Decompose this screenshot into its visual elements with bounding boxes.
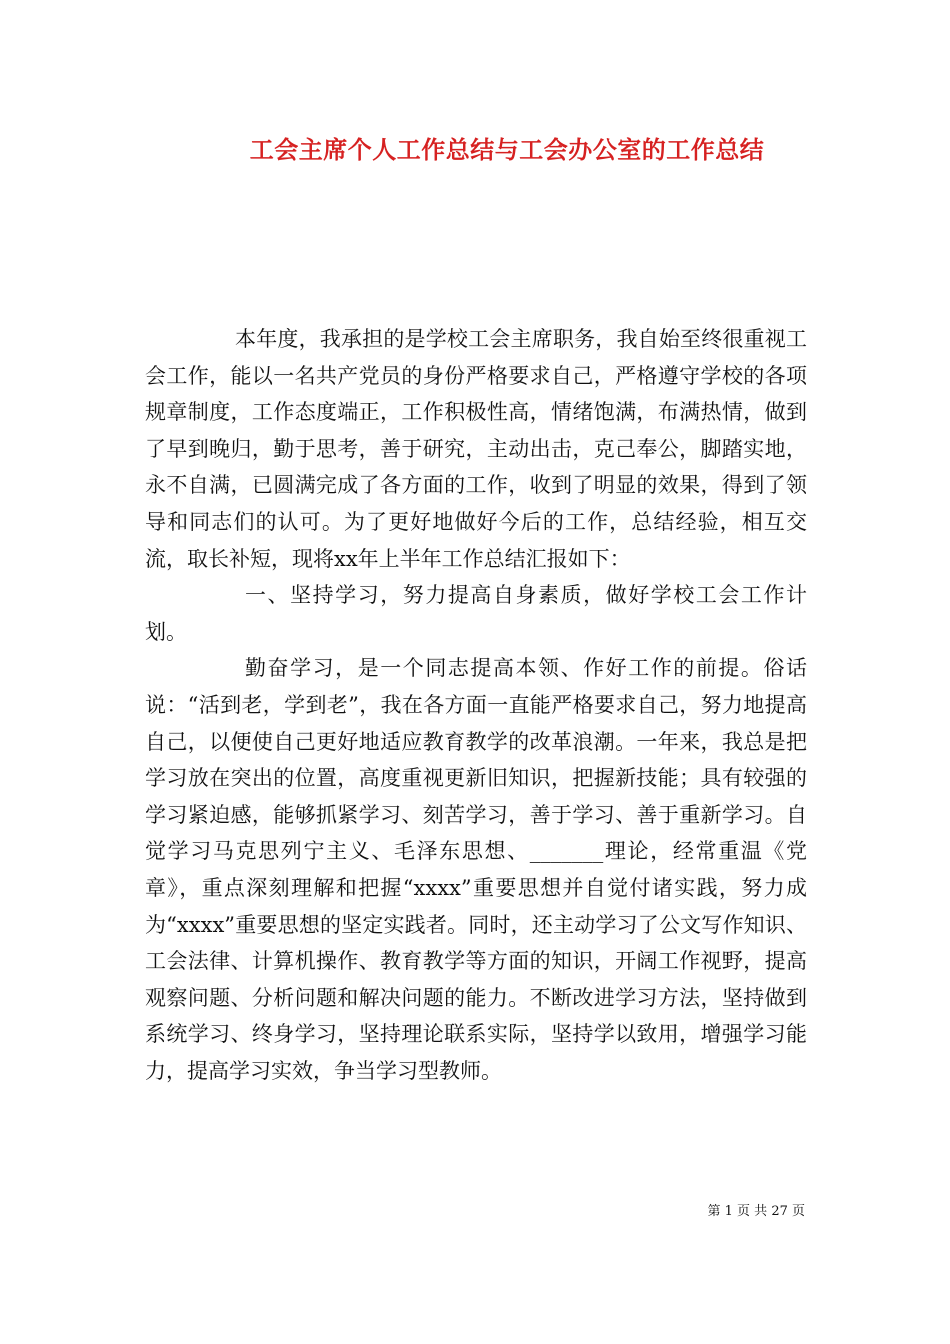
section-heading-1: 一、坚持学习，努力提高自身素质，做好学校工会工作计划。 xyxy=(145,583,807,644)
document-body xyxy=(145,321,807,1089)
document-title: 工会主席个人工作总结与工会办公室的工作总结 xyxy=(249,136,765,164)
paragraph-intro: 本年度，我承担的是学校工会主席职务，我自始至终很重视工会工作，能以一名共产党员的身份严格要求自己，严格遵守学校的各项规章制度，工作态度端正，工作积极性高，情绪饱满，布满热情，做到了早到晚归，勤于思考，善于研究，主动出击，克己奉公，脚踏实地，永不自满，已圆满完成了各方面的工作，收到了明显的效果，得到了领导和同志们的认可。为了更好地做好今后的工作，总结经验，相互交流，取长补短，现将xx年上半年工作总结汇报如下： xyxy=(145,327,807,571)
page-number-footer: 第 1 页 共 27 页 xyxy=(707,1204,805,1219)
paragraph-learning: 勤奋学习，是一个同志提高本领、作好工作的前提。俗话说：“活到老，学到老”，我在各方面一直能严格要求自己，努力地提高自己，以便使自己更好地适应教育教学的改革浪潮。一年来，我总是把学习放在突出的位置，高度重视更新旧知识，把握新技能；具有较强的学习紧迫感，能够抓紧学习、刻苦学习，善于学习、善于重新学习。自觉学习马克思列宁主义、毛泽东思想、_______理论，经常重温《党章》，重点深刻理解和把握“xxxx”重要思想并自觉付诸实践，努力成为“xxxx”重要思想的坚定实践者。同时，还主动学习了公文写作知识、工会法律、计算机操作、教育教学等方面的知识，开阔工作视野，提高观察问题、分析问题和解决问题的能力。不断改进学习方法，坚持做到系统学习、终身学习，坚持理论联系实际，坚持学以致用，增强学习能力，提高学习实效，争当学习型教师。 xyxy=(145,656,807,1083)
